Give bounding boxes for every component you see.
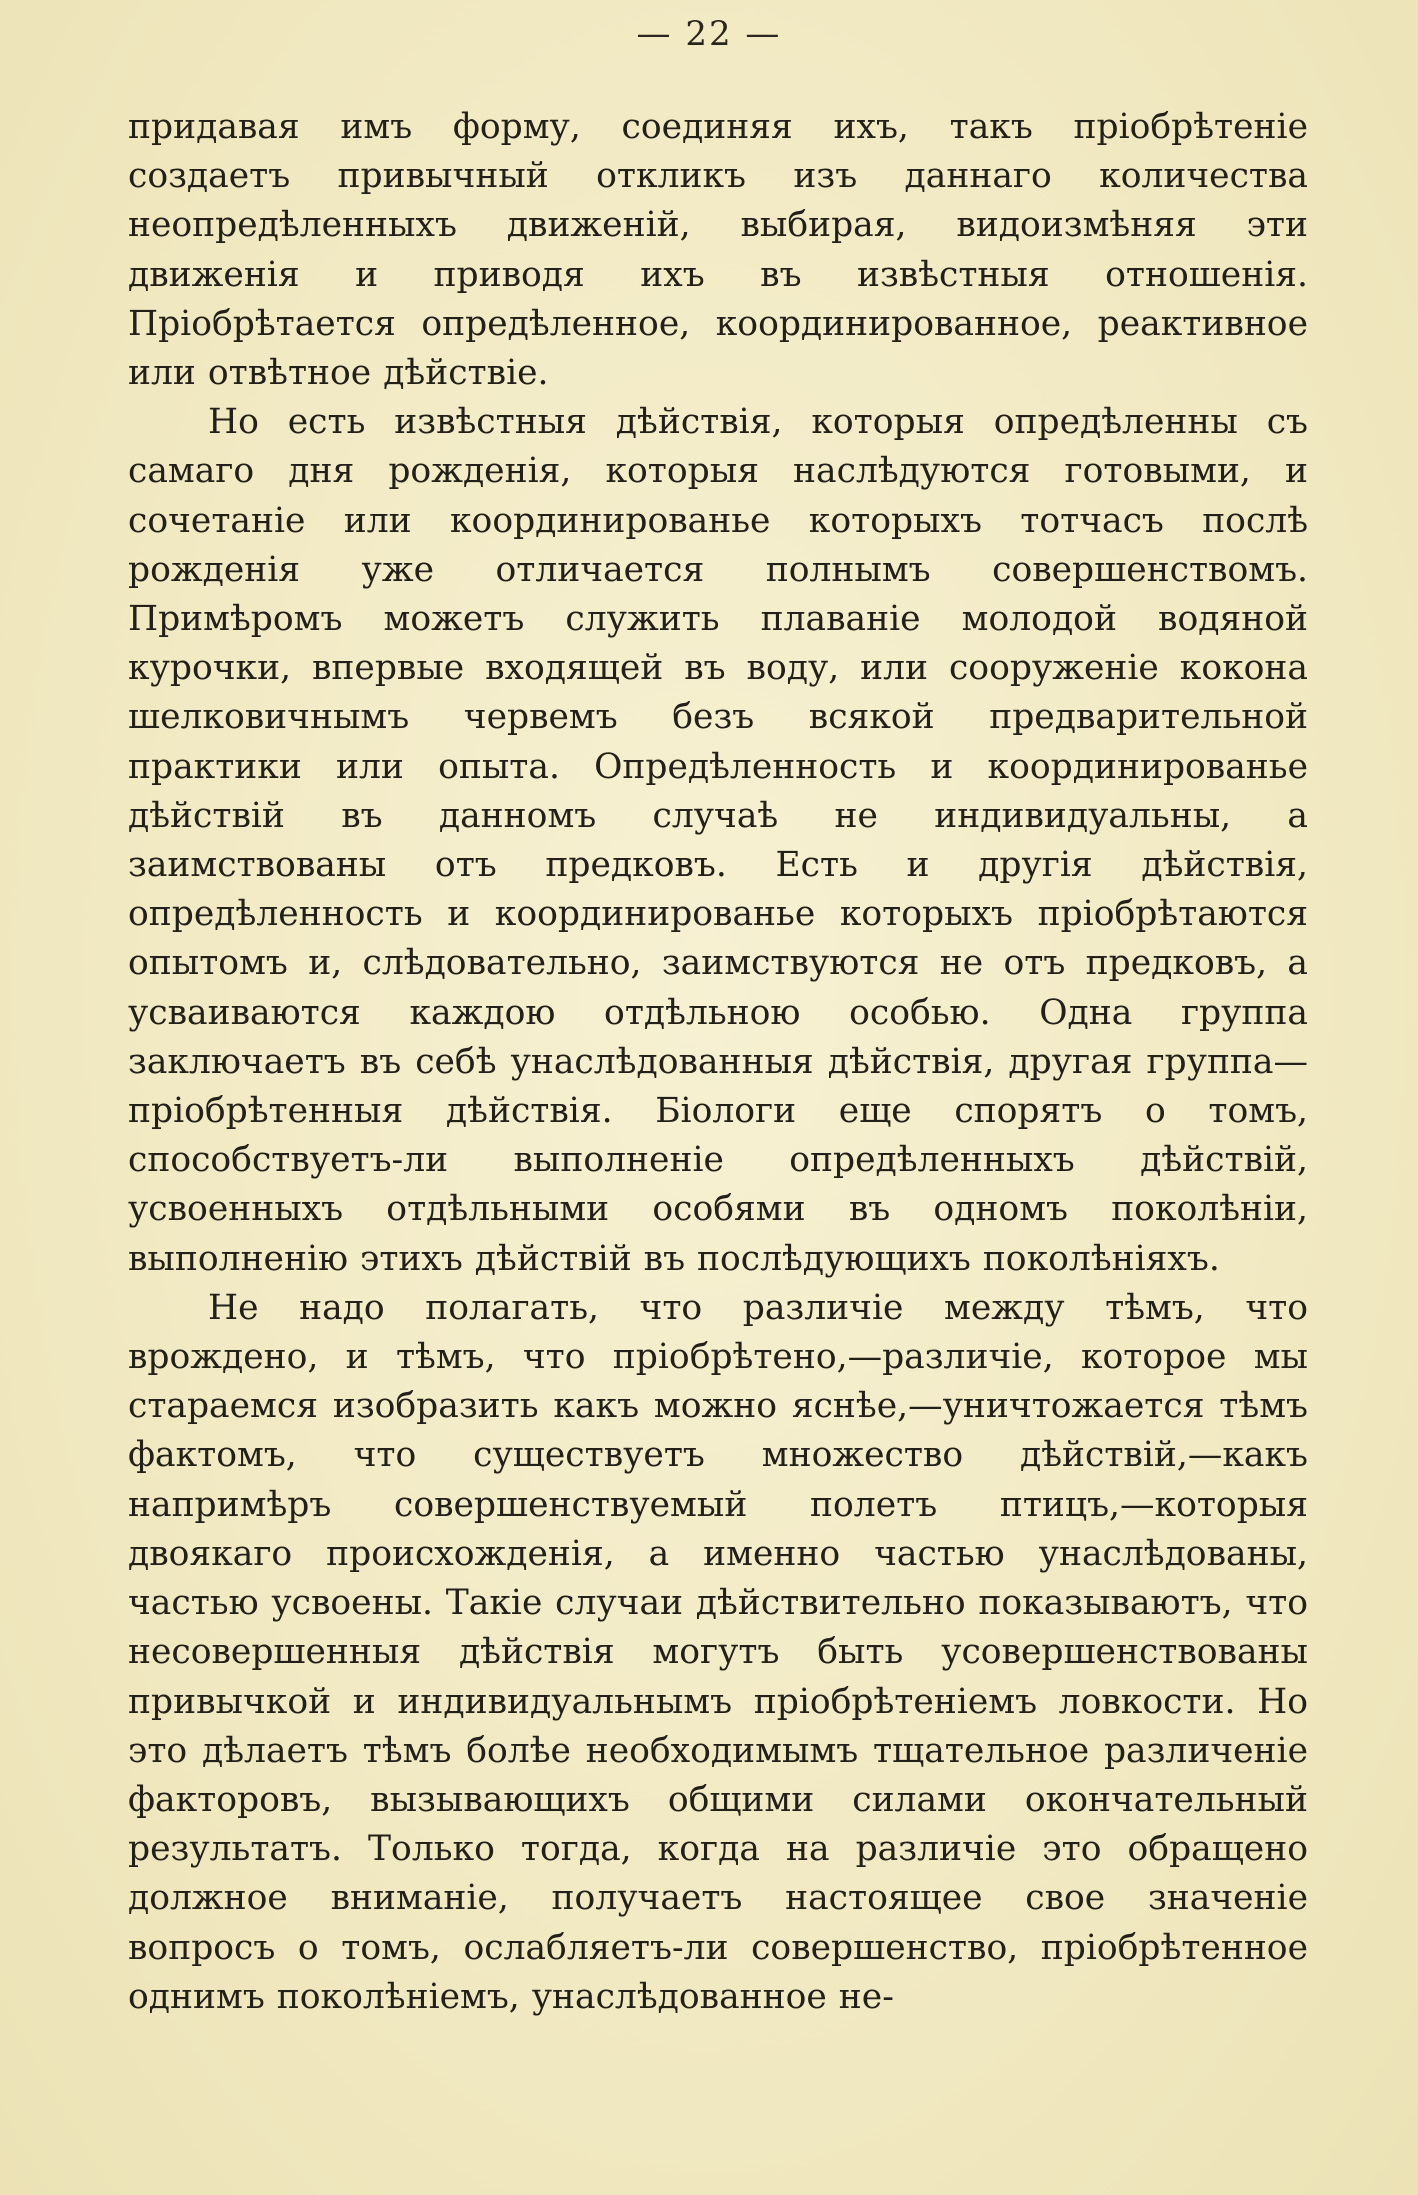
paragraph-distinction: Не надо полагать, что различіе между тѣмъ, что врождено, и тѣмъ, что пріобрѣтено,—различіе, которое мы стараемся изобразить какъ можно яснѣе,—уничтожается тѣмъ фактомъ, что существуетъ множество дѣйствій,—какъ напримѣръ совершенствуемый полетъ птицъ,—которыя двоякаго происхожденія, а именно частью унаслѣдованы, частью усвоены. Такіе случаи дѣйствительно показываютъ, что несовершенныя дѣйствія могутъ быть усовершенствованы привычкой и индивидуальнымъ пріобрѣтеніемъ ловкости. Но это дѣлаетъ тѣмъ болѣе необходимымъ тщательное различеніе факторовъ, вызывающихъ общими силами окончательный результатъ. Только тогда, когда на различіе это обращено должное вниманіе, получаетъ настоящее свое значеніе вопросъ о томъ, ослабляетъ-ли совершенство, пріобрѣтенное однимъ поколѣніемъ, унаслѣдованное не- [128, 1287, 1308, 2017]
page-number: — 22 — [636, 14, 782, 54]
paragraph-innate-actions: Но есть извѣстныя дѣйствія, которыя опредѣленны съ самаго дня рожденія, которыя наслѣдуются готовыми, и сочетаніе или координированье которыхъ тотчасъ послѣ рожденія уже отличается полнымъ совершенствомъ. Примѣромъ можетъ служить плаваніе молодой водяной курочки, впервые входящей въ воду, или сооруженіе кокона шелковичнымъ червемъ безъ всякой предварительной практики или опыта. Опредѣленность и координированье дѣйствій въ данномъ случаѣ не индивидуальны, а заимствованы отъ предковъ. Есть и другія дѣйствія, опредѣленность и координированье которыхъ пріобрѣтаются опытомъ и, слѣдовательно, заимствуются не отъ предковъ, а усваиваются каждою отдѣльною особью. Одна группа заключаетъ въ себѣ унаслѣдованныя дѣйствія, другая группа— пріобрѣтенныя дѣйствія. Біологи еще спорятъ о томъ, способствуетъ-ли выполненіе опредѣленныхъ дѣйствій, усвоенныхъ отдѣльными особями въ одномъ поколѣніи, выполненію этихъ дѣйствій въ послѣдующихъ поколѣніяхъ. [128, 402, 1308, 1279]
text-body [128, 103, 1308, 2022]
paragraph-continuation: придавая имъ форму, соединяя ихъ, такъ пріобрѣтеніе создаетъ привычный откликъ изъ даннаго количества неопредѣленныхъ движеній, выбирая, видоизмѣняя эти движенія и приводя ихъ въ извѣстныя отношенія. Пріобрѣтается опредѣленное, координированное, реактивное или отвѣтное дѣйствіе. [128, 107, 1308, 394]
